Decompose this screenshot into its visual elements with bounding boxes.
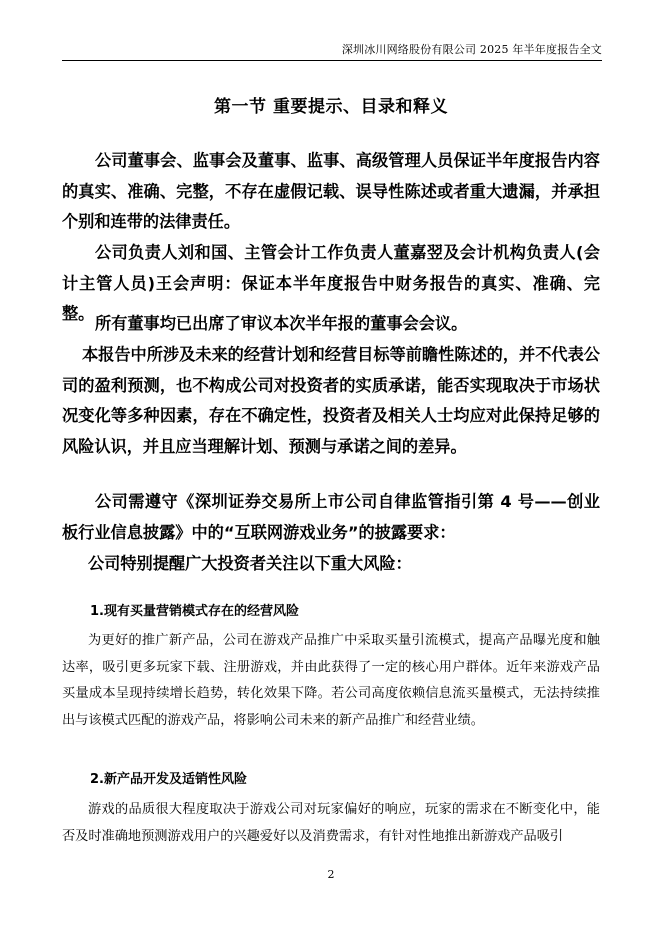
notice-directors-attendance: 所有董事均已出席了审议本次半年报的董事会会议。 xyxy=(95,314,468,333)
risk-title-2: 2.新产品开发及适销性风险 xyxy=(90,772,247,787)
notice-forward-looking: 本报告中所涉及未来的经营计划和经营目标等前瞻性陈述的，并不代表公司的盈利预测，也不构成公司对投资者的实质承诺，能否实现取决于市场状况变化等多种因素，存在不确定性，投资者及相关人士均应对此保持足够的风险认识，并且应当理解计划、预测与承诺之间的差异。 xyxy=(62,345,600,456)
notice-responsible-persons: 公司负责人刘和国、主管会计工作负责人董嘉翌及会计机构负责人(会计主管人员)王会声明：保证本半年度报告中财务报告的真实、准确、完整。 xyxy=(62,243,600,323)
page-number: 2 xyxy=(327,868,335,881)
notice-risk-reminder: 公司特别提醒广大投资者关注以下重大风险： xyxy=(88,554,412,573)
risk-body-1: 为更好的推广新产品，公司在游戏产品推广中采取买量引流模式，提高产品曝光度和触达率，吸引更多玩家下载、注册游戏，并由此获得了一定的核心用户群体。近年来游戏产品买量成本呈现持续增长趋势，转化效果下降。若公司高度依赖信息流买量模式，无法持续推出与该模式匹配的游戏产品，将影响公司未来的新产品推广和经营业绩。 xyxy=(62,633,600,728)
notice-board-guarantee: 公司董事会、监事会及董事、监事、高级管理人员保证半年度报告内容的真实、准确、完整，不存在虚假记载、误导性陈述或者重大遗漏，并承担个别和连带的法律责任。 xyxy=(62,151,600,231)
risk-title-1: 1.现有买量营销模式存在的经营风险 xyxy=(90,604,299,619)
section-title: 第一节 重要提示、目录和释义 xyxy=(214,97,448,117)
running-header: 深圳冰川网络股份有限公司 2025 年半年度报告全文 xyxy=(341,43,602,56)
header-rule xyxy=(62,60,602,61)
risk-body-2: 游戏的品质很大程度取决于游戏公司对玩家偏好的响应，玩家的需求在不断变化中，能否及时准确地预测游戏用户的兴趣爱好以及消费需求，有针对性地推出新游戏产品吸引 xyxy=(62,802,600,844)
notice-disclosure-requirement: 公司需遵守《深圳证券交易所上市公司自律监管指引第 4 号——创业板行业信息披露》中的“互联网游戏业务”的披露要求： xyxy=(62,492,600,542)
